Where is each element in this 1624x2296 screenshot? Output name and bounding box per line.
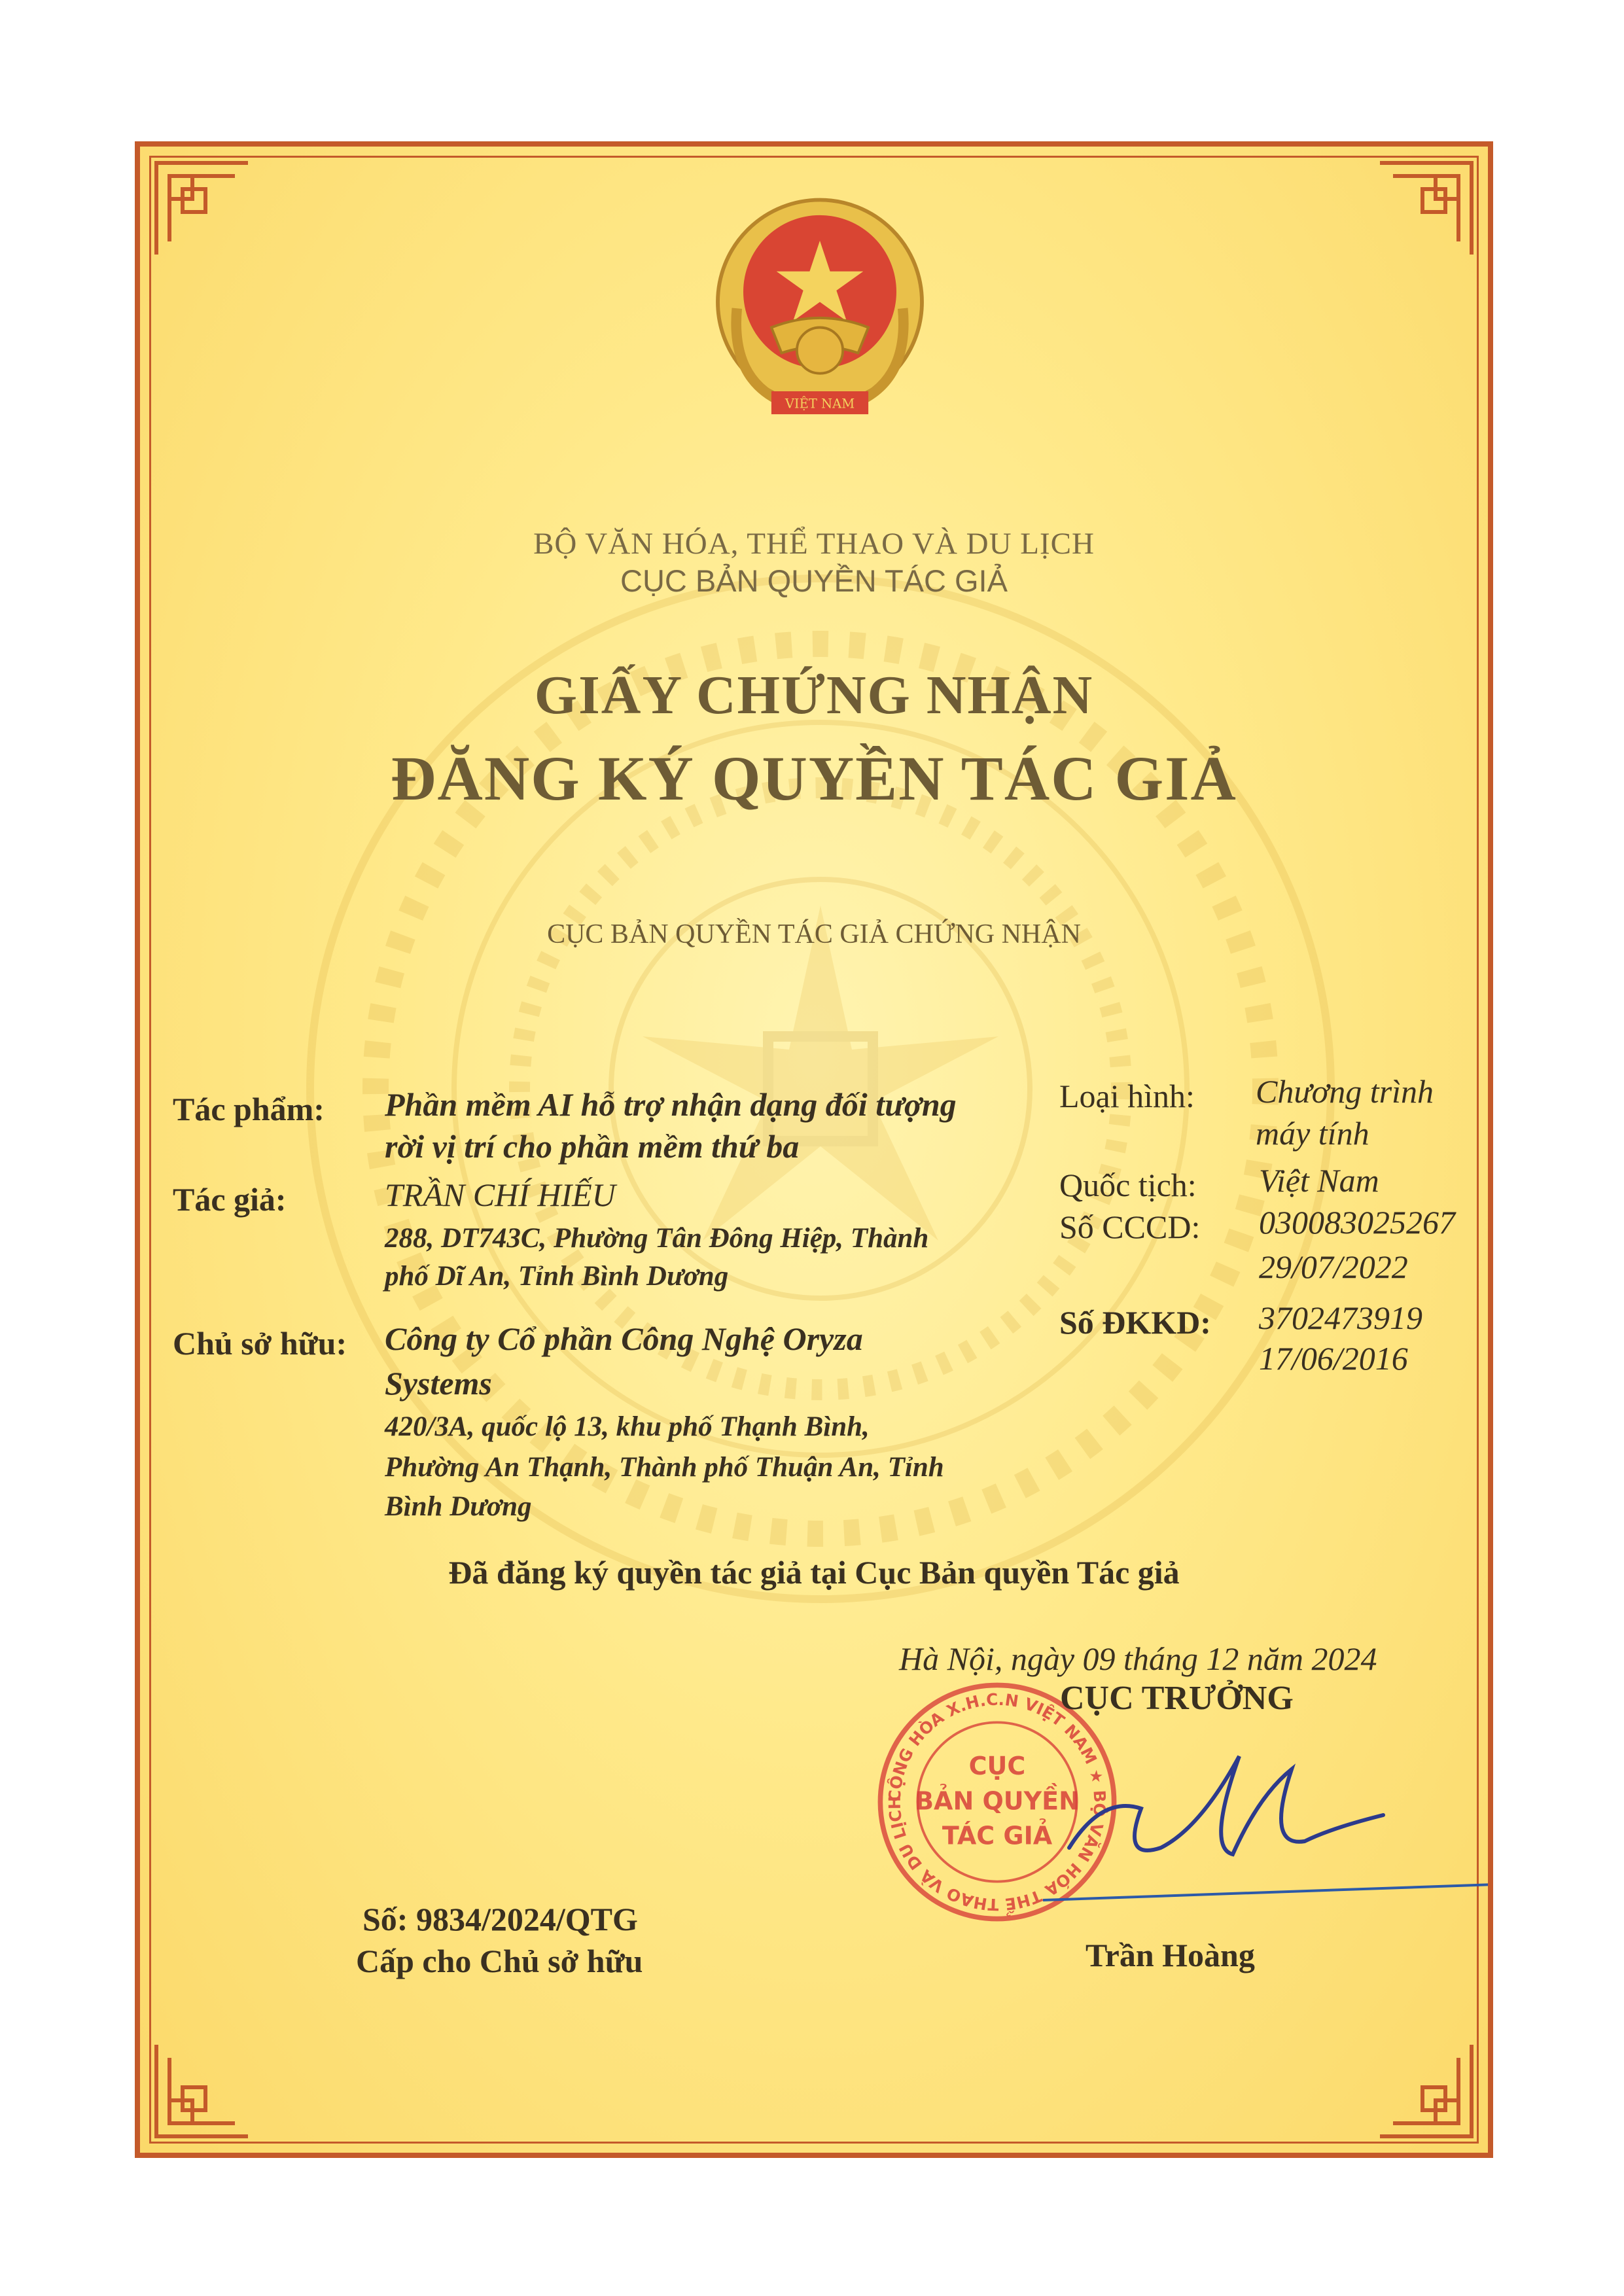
- owner-address-line3: Bình Dương: [385, 1491, 532, 1522]
- corner-ornament-icon: [1377, 2041, 1475, 2140]
- type-value-line1: Chương trình: [1256, 1073, 1434, 1110]
- business-reg-date: 17/06/2016: [1259, 1340, 1408, 1377]
- department-name: CỤC BẢN QUYỀN TÁC GIẢ: [620, 563, 1008, 598]
- owner-address-line1: 420/3A, quốc lộ 13, khu phố Thạnh Bình,: [385, 1411, 870, 1442]
- type-label: Loại hình:: [1059, 1078, 1195, 1114]
- certifies-statement: CỤC BẢN QUYỀN TÁC GIẢ CHỨNG NHẬN: [547, 919, 1081, 949]
- stamp-ring-text: CỘNG HÒA X.H.C.N VIỆT NAM ★ BỘ VĂN HÓA THỂ THAO VÀ DU LỊCH: [885, 1689, 1110, 1915]
- emblem-ribbon-text: VIỆT NAM: [785, 396, 855, 412]
- id-date: 29/07/2022: [1259, 1248, 1408, 1285]
- signing-date: Hà Nội, ngày 09 tháng 12 năm 2024: [899, 1640, 1377, 1677]
- registration-statement: Đã đăng ký quyền tác giả tại Cục Bản quyền Tác giả: [448, 1554, 1180, 1591]
- signature-icon: [1043, 1717, 1493, 1926]
- business-reg-label: Số ĐKKD:: [1059, 1304, 1211, 1341]
- certificate: [135, 141, 1493, 2158]
- signer-name: Trần Hoàng: [1086, 1937, 1255, 1973]
- owner-name-line1: Công ty Cổ phần Công Nghệ Oryza: [385, 1320, 863, 1357]
- author-name: TRẦN CHÍ HIẾU: [385, 1176, 616, 1213]
- issued-to: Cấp cho Chủ sở hữu: [356, 1943, 643, 1979]
- author-label: Tác giả:: [173, 1181, 287, 1218]
- id-label: Số CCCD:: [1059, 1209, 1201, 1245]
- certificate-number: Số: 9834/2024/QTG: [362, 1901, 638, 1937]
- id-number: 030083025267: [1259, 1204, 1455, 1241]
- nationality-value: Việt Nam: [1259, 1162, 1379, 1199]
- certificate-subtitle: ĐĂNG KÝ QUYỀN TÁC GIẢ: [391, 743, 1237, 813]
- corner-ornament-icon: [153, 160, 251, 258]
- work-label: Tác phẩm:: [173, 1091, 325, 1127]
- stamp-line3: TÁC GIẢ: [942, 1821, 1053, 1850]
- corner-ornament-icon: [153, 2041, 251, 2140]
- director-title: CỤC TRƯỞNG: [1060, 1680, 1294, 1717]
- author-address-line2: phố Dĩ An, Tỉnh Bình Dương: [385, 1261, 729, 1292]
- ministry-name: BỘ VĂN HÓA, THỂ THAO VÀ DU LỊCH: [533, 527, 1095, 561]
- certificate-title: GIẤY CHỨNG NHẬN: [534, 665, 1094, 726]
- type-value-line2: máy tính: [1256, 1115, 1369, 1152]
- work-title-line2: rời vị trí cho phần mềm thứ ba: [385, 1128, 800, 1165]
- owner-label: Chủ sở hữu:: [173, 1325, 347, 1362]
- owner-name-line2: Systems: [385, 1365, 492, 1402]
- business-reg-number: 3702473919: [1259, 1299, 1422, 1336]
- stamp-line1: CỤC: [968, 1752, 1026, 1781]
- owner-address-line2: Phường An Thạnh, Thành phố Thuận An, Tỉnh: [385, 1452, 944, 1483]
- national-emblem-icon: [692, 187, 947, 442]
- nationality-label: Quốc tịch:: [1059, 1167, 1197, 1203]
- corner-ornament-icon: [1377, 160, 1475, 258]
- work-title-line1: Phần mềm AI hỗ trợ nhận dạng đối tượng: [385, 1086, 957, 1123]
- stamp-line2: BẢN QUYỀN: [915, 1786, 1080, 1816]
- author-address-line1: 288, DT743C, Phường Tân Đông Hiệp, Thành: [385, 1223, 929, 1254]
